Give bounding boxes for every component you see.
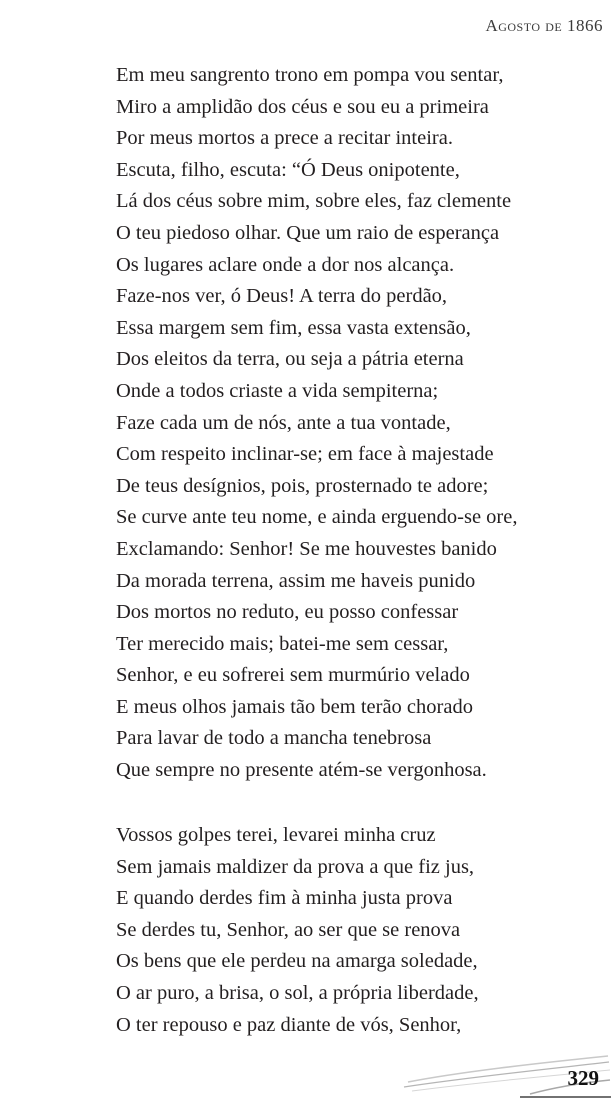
poem-line: Exclamando: Senhor! Se me houvestes banido [116, 537, 497, 560]
poem-stanza-2 [116, 820, 479, 1041]
poem-line: Faze-nos ver, ó Deus! A terra do perdão, [116, 285, 448, 308]
poem-line: Escuta, filho, escuta: “Ó Deus onipotente, [116, 158, 460, 181]
poem-line: Os lugares aclare onde a dor nos alcança. [116, 253, 455, 276]
poem-line: Dos eleitos da terra, ou seja a pátria eterna [116, 348, 464, 371]
poem-line: Miro a amplidão dos céus e sou eu a primeira [116, 95, 489, 118]
poem-line: De teus desígnios, pois, prosternado te adore; [116, 474, 489, 497]
poem-line: Se derdes tu, Senhor, ao ser que se renova [116, 918, 461, 941]
poem-line: Os bens que ele perdeu na amarga soledade, [116, 950, 478, 973]
poem-line: O ar puro, a brisa, o sol, a própria liberdade, [116, 981, 479, 1004]
poem-line: Ter merecido mais; batei-me sem cessar, [116, 632, 449, 655]
poem-line: Faze cada um de nós, ante a tua vontade, [116, 411, 451, 434]
poem-line: Em meu sangrento trono em pompa vou sentar, [116, 64, 504, 86]
poem-line: Da morada terrena, assim me haveis punido [116, 569, 476, 592]
running-head-title: Agosto de 1866 [485, 16, 603, 35]
poem-stanza-1 [116, 60, 517, 787]
poem-line: Com respeito inclinar-se; em face à majestade [116, 443, 494, 466]
poem-line: Senhor, e eu sofrerei sem murmúrio velado [116, 664, 470, 687]
poem-line: O ter repouso e paz diante de vós, Senhor, [116, 1013, 462, 1036]
poem-line: O teu piedoso olhar. Que um raio de esperança [116, 221, 500, 244]
poem-line: Que sempre no presente atém-se vergonhosa. [116, 759, 487, 782]
poem-line: Se curve ante teu nome, e ainda erguendo-se ore, [116, 506, 518, 529]
poem-line: Sem jamais maldizer da prova a que fiz jus, [116, 855, 475, 878]
poem-line: Para lavar de todo a mancha tenebrosa [116, 727, 432, 750]
poem-line: E meus olhos jamais tão bem terão chorado [116, 695, 473, 718]
page-number: 329 [567, 1066, 599, 1090]
poem-line: Essa margem sem fim, essa vasta extensão, [116, 316, 471, 339]
poem-line: Onde a todos criaste a vida sempiterna; [116, 379, 439, 402]
poem-line: E quando derdes fim à minha justa prova [116, 887, 453, 910]
poem-line: Lá dos céus sobre mim, sobre eles, faz clemente [116, 190, 512, 213]
poem-line: Por meus mortos a prece a recitar inteira. [116, 127, 453, 150]
poem-line: Vossos golpes terei, levarei minha cruz [116, 824, 436, 846]
poem-line: Dos mortos no reduto, eu posso confessar [116, 601, 459, 624]
